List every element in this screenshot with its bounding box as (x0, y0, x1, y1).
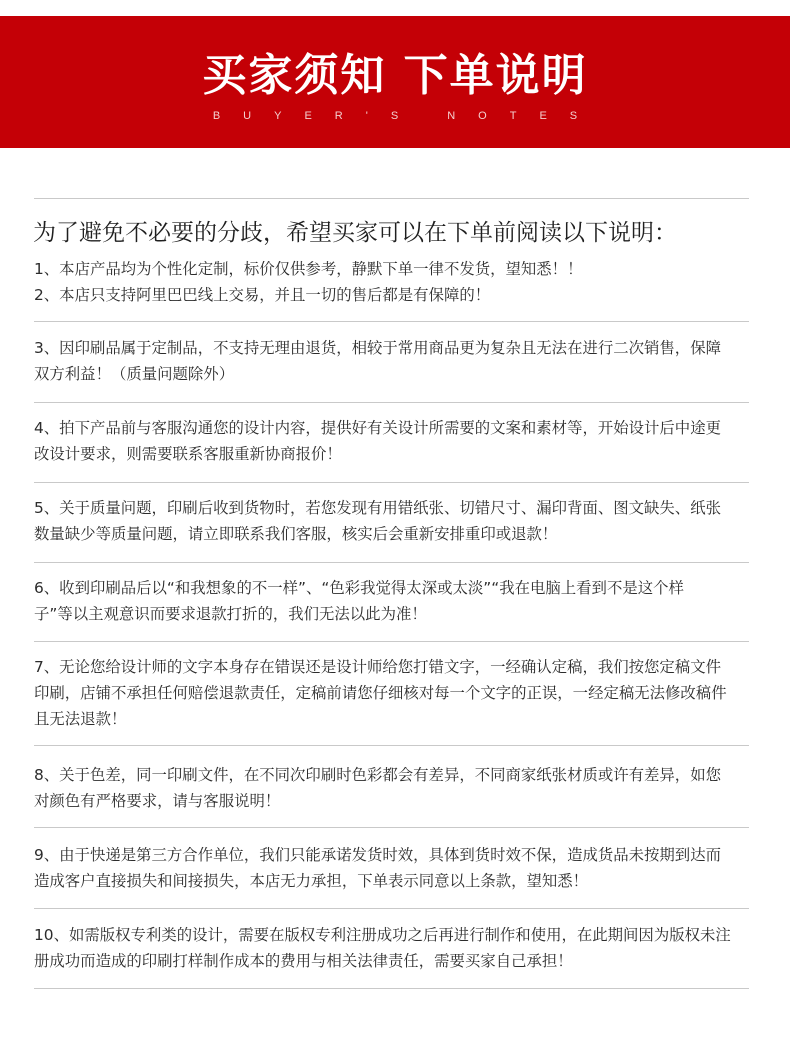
divider (34, 641, 749, 642)
note-line: 4、拍下产品前与客服沟通您的设计内容，提供好有关设计所需要的文案和素材等，开始设计后中途更 (34, 419, 721, 437)
note-line: 数量缺少等质量问题，请立即联系我们客服，核实后会重新安排重印或退款！ (34, 525, 558, 543)
note-line: 8、关于色差，同一印刷文件，在不同次印刷时色彩都会有差异，不同商家纸张材质或许有差异，如您 (34, 766, 721, 784)
note-line: 改设计要求，则需要联系客服重新协商报价！ (34, 445, 342, 463)
note-item (34, 762, 760, 814)
note-line: 10、如需版权专利类的设计，需要在版权专利注册成功之后再进行制作和使用，在此期间因为版权未注 (34, 926, 731, 944)
note-item (34, 495, 760, 547)
divider (34, 745, 749, 746)
note-line: 对颜色有严格要求，请与客服说明！ (34, 792, 281, 810)
divider (34, 908, 749, 909)
note-item (34, 256, 760, 282)
note-line: 1、本店产品均为个性化定制，标价仅供参考，静默下单一律不发货，望知悉！！ (34, 260, 583, 278)
divider (34, 827, 749, 828)
note-item (34, 654, 760, 732)
note-item (34, 842, 760, 894)
divider (34, 198, 749, 199)
divider (34, 988, 749, 989)
divider (34, 402, 749, 403)
intro-heading: 为了避免不必要的分歧，希望买家可以在下单前阅读以下说明： (33, 220, 677, 246)
divider (34, 321, 749, 322)
note-item (34, 282, 760, 308)
note-line: 5、关于质量问题，印刷后收到货物时，若您发现有用错纸张、切错尺寸、漏印背面、图文缺失、纸张 (34, 499, 721, 517)
note-line: 子”等以主观意识而要求退款打折的，我们无法以此为准！ (34, 605, 427, 623)
banner-subtitle: BUYER'S NOTES (212, 110, 601, 122)
note-line: 册成功而造成的印刷打样制作成本的费用与相关法律责任，需要买家自己承担！ (34, 952, 573, 970)
note-line: 7、无论您给设计师的文字本身存在错误还是设计师给您打错文字，一经确认定稿，我们按您定稿文件 (34, 658, 721, 676)
banner-title: 买家须知 下单说明 (202, 50, 588, 101)
note-line: 印刷，店铺不承担任何赔偿退款责任，定稿前请您仔细核对每一个文字的正误，一经定稿无法修改稿件 (34, 684, 727, 702)
divider (34, 482, 749, 483)
note-line: 双方利益！（质量问题除外） (34, 365, 235, 383)
note-item (34, 335, 760, 387)
note-line: 2、本店只支持阿里巴巴线上交易，并且一切的售后都是有保障的！ (34, 286, 491, 304)
divider (34, 562, 749, 563)
note-line: 且无法退款！ (34, 710, 127, 728)
note-item (34, 415, 760, 467)
note-line: 3、因印刷品属于定制品，不支持无理由退货，相较于常用商品更为复杂且无法在进行二次销售，保障 (34, 339, 721, 357)
note-item (34, 922, 760, 974)
note-line: 9、由于快递是第三方合作单位，我们只能承诺发货时效，具体到货时效不保，造成货品未按期到达而 (34, 846, 721, 864)
note-item (34, 575, 760, 627)
note-line: 造成客户直接损失和间接损失，本店无力承担，下单表示同意以上条款，望知悉！ (34, 872, 589, 890)
note-line: 6、收到印刷品后以“和我想象的不一样”、“色彩我觉得太深或太淡”“我在电脑上看到不是这个样 (34, 579, 684, 597)
header-banner (0, 16, 790, 148)
